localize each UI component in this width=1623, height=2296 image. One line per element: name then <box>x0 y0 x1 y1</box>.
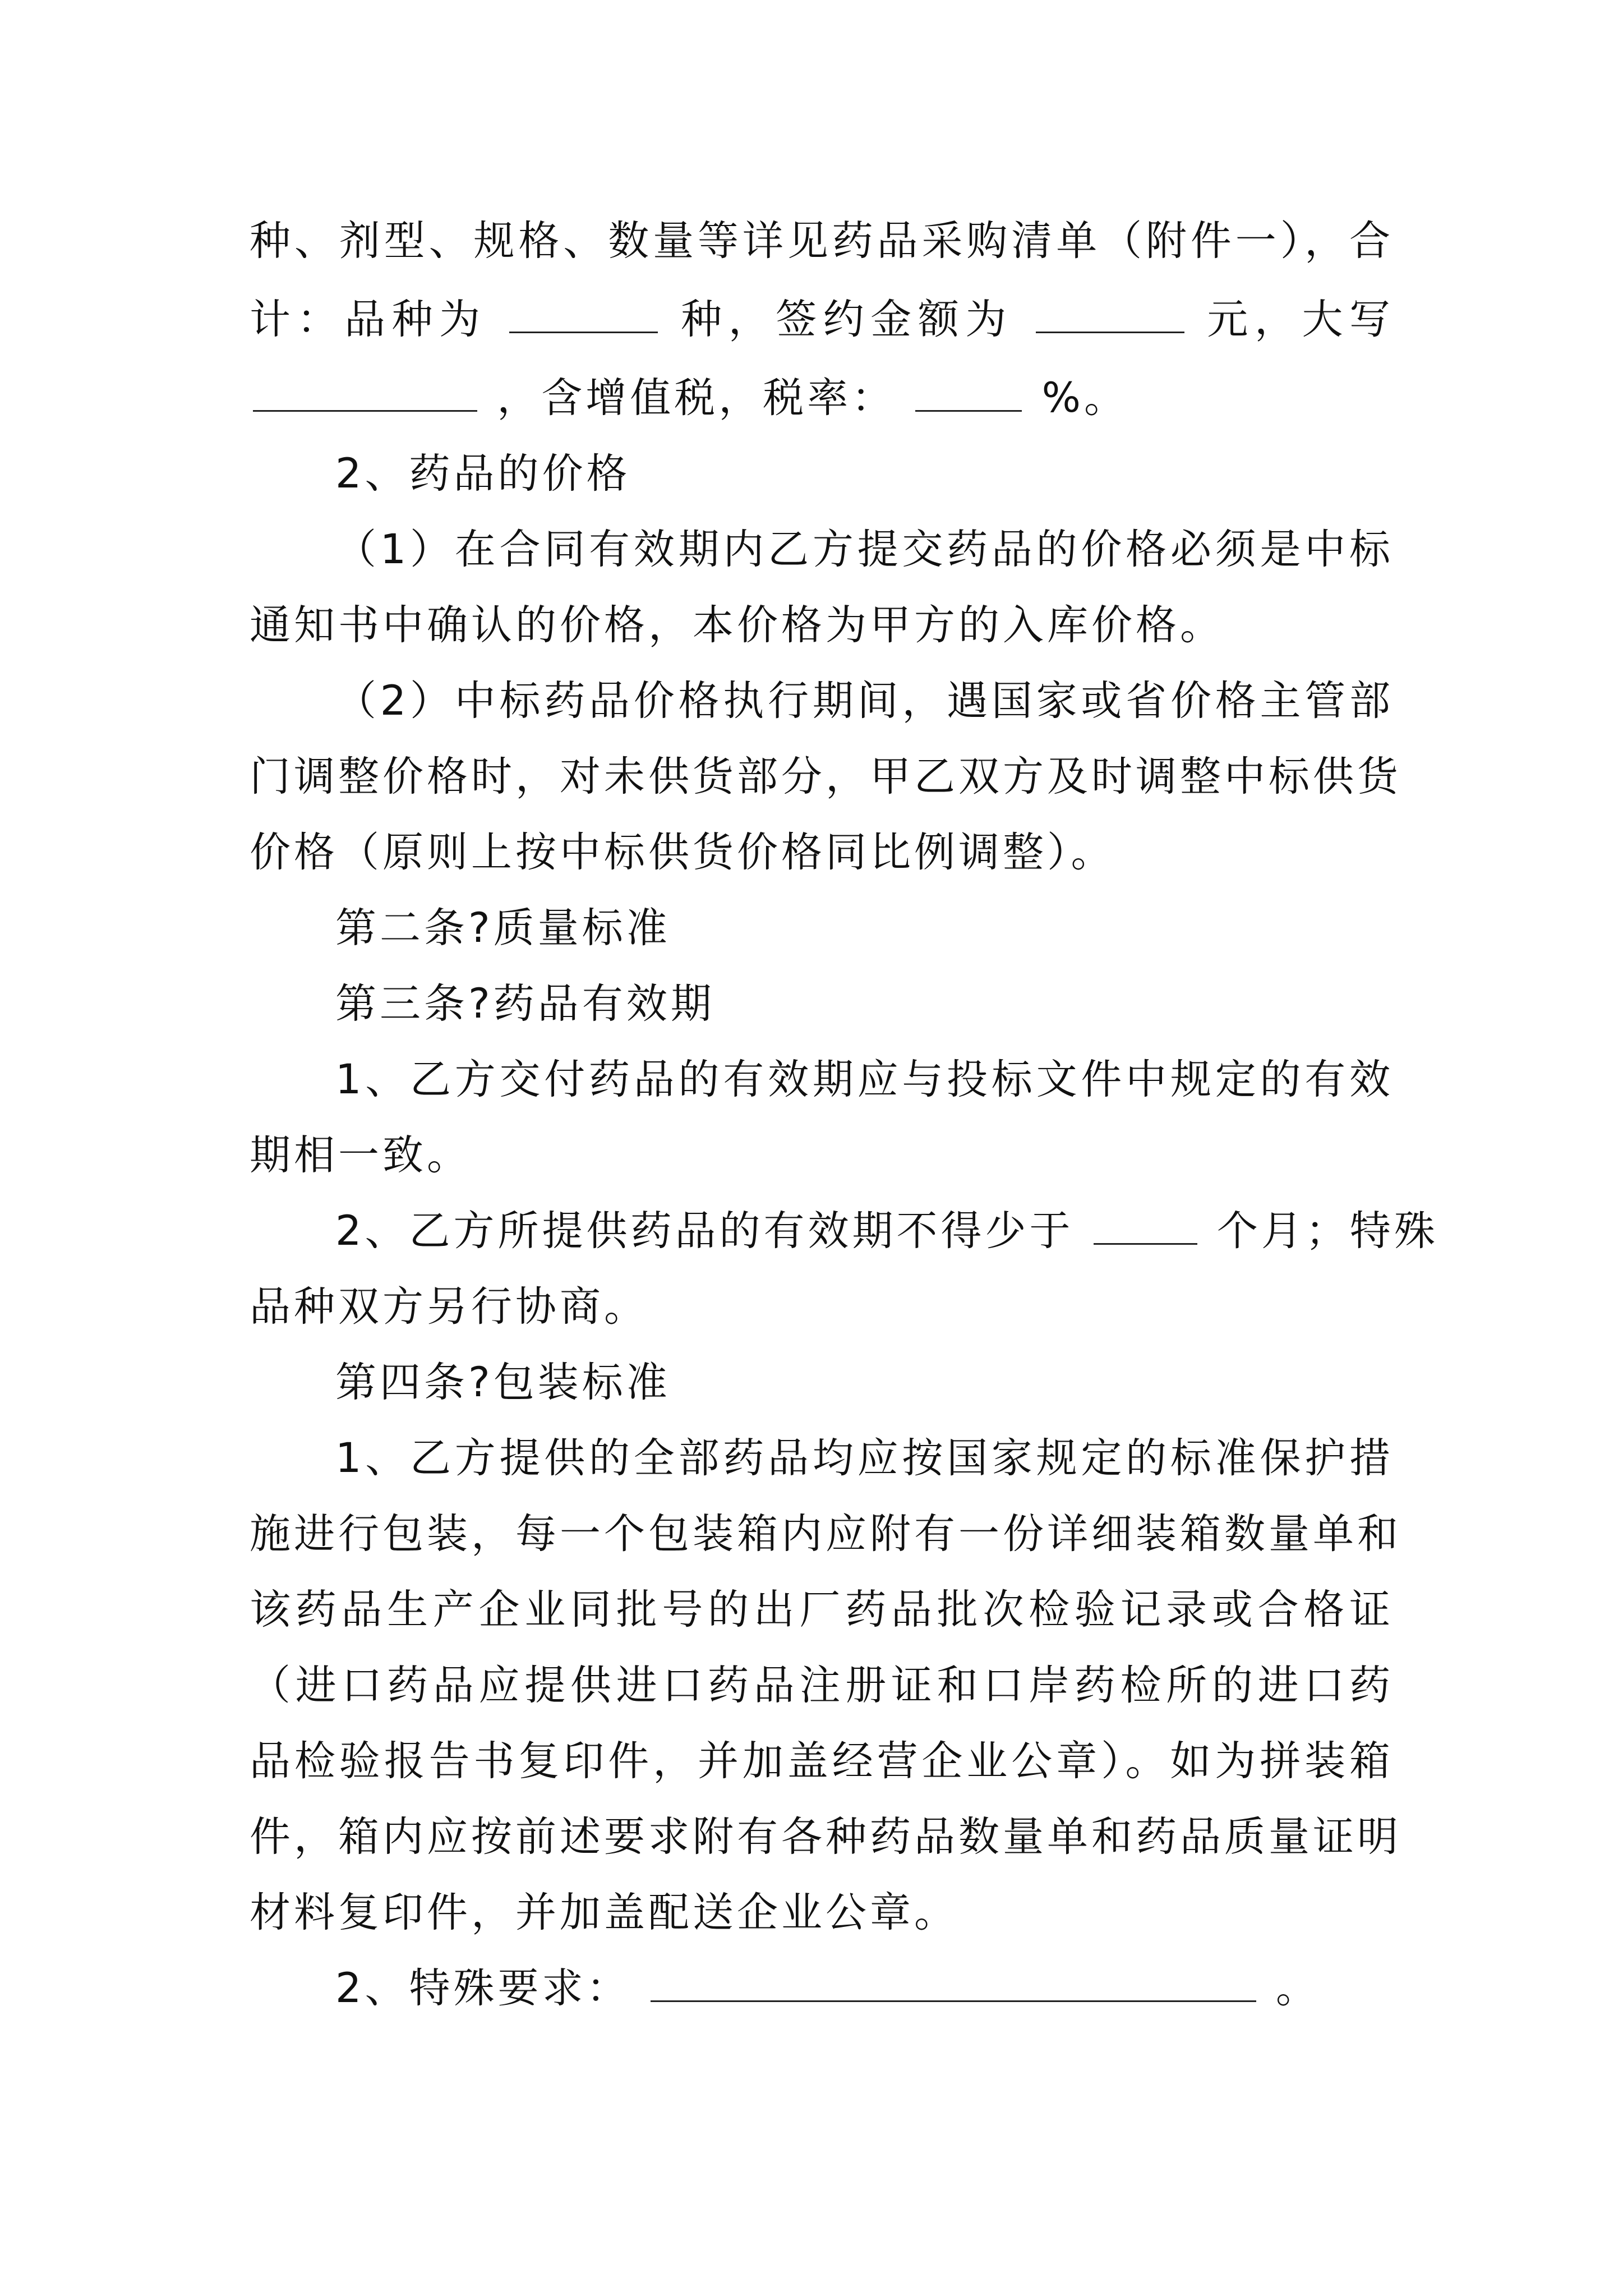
text-span: 第二条?质量标准 <box>335 904 671 952</box>
text-line <box>335 446 1394 502</box>
text-span: %。 <box>1041 374 1129 422</box>
text-span: （1）在合同有效期内乙方提交药品的价格必须是中标 <box>335 526 1394 573</box>
blank-line <box>651 1961 1256 2002</box>
text-line <box>250 1733 1394 1789</box>
text-span: 种，签约金额为 <box>681 296 1013 343</box>
text-line <box>250 370 1394 426</box>
blank-line <box>509 292 658 333</box>
text-line <box>250 1582 1394 1638</box>
blank-line <box>915 371 1022 412</box>
text-line <box>250 1809 1401 1865</box>
text-span: 第四条?包装标准 <box>335 1359 671 1406</box>
text-span: （2）中标药品价格执行期间，遇国家或省价格主管部 <box>335 677 1394 725</box>
text-line <box>250 1279 1394 1335</box>
text-span: 期相一致。 <box>250 1131 471 1179</box>
text-line <box>250 1658 1394 1714</box>
text-span: 件，箱内应按前述要求附有各种药品数量单和药品质量证明 <box>250 1813 1401 1861</box>
text-span: 。 <box>1275 1964 1320 2012</box>
text-span: 2、药品的价格 <box>335 450 631 498</box>
text-line <box>250 1128 1394 1184</box>
text-span: 价格（原则上按中标供货价格同比例调整）。 <box>250 829 1115 876</box>
text-line <box>250 292 1394 348</box>
text-span: 计：品种为 <box>250 296 487 343</box>
text-line <box>250 1506 1401 1562</box>
blank-line <box>1094 1204 1197 1245</box>
text-span: 2、乙方所提供药品的有效期不得少于 <box>335 1207 1074 1255</box>
text-span: 种、剂型、规格、数量等详见药品采购清单（附件一），合 <box>250 217 1394 265</box>
text-line <box>250 213 1394 269</box>
text-line <box>335 900 1394 956</box>
text-line <box>335 1355 1394 1411</box>
text-line <box>335 1961 1394 2017</box>
text-span: 2、特殊要求： <box>335 1964 631 2012</box>
text-span: 材料复印件，并加盖配送企业公章。 <box>250 1889 958 1936</box>
text-line <box>335 522 1394 578</box>
text-line <box>335 1203 1438 1259</box>
text-line <box>250 749 1401 805</box>
text-span: 门调整价格时，对未供货部分，甲乙双方及时调整中标供货 <box>250 753 1401 800</box>
blank-line <box>1036 292 1184 333</box>
blank-line <box>253 371 477 412</box>
text-span: 施进行包装，每一个包装箱内应附有一份详细装箱数量单和 <box>250 1510 1401 1558</box>
text-line <box>250 825 1394 881</box>
text-span: 个月；特殊 <box>1216 1207 1438 1255</box>
text-line <box>335 976 1394 1032</box>
text-span: 1、乙方提供的全部药品均应按国家规定的标准保护措 <box>335 1434 1394 1482</box>
text-span: ，含增值税，税率： <box>497 374 896 422</box>
text-span: （进口药品应提供进口药品注册证和口岸药检所的进口药 <box>250 1662 1394 1709</box>
text-line <box>335 1430 1394 1487</box>
text-line <box>335 673 1394 729</box>
text-span: 通知书中确认的价格，本价格为甲方的入库价格。 <box>250 601 1224 649</box>
text-span: 第三条?药品有效期 <box>335 980 715 1028</box>
text-span: 元，大写 <box>1207 296 1394 343</box>
text-span: 品检验报告书复印件，并加盖经营企业公章）。如为拼装箱 <box>250 1737 1394 1785</box>
text-line <box>335 1052 1394 1108</box>
text-line <box>250 1885 1394 1941</box>
text-span: 品种双方另行协商。 <box>250 1283 648 1331</box>
text-span: 1、乙方交付药品的有效期应与投标文件中规定的有效 <box>335 1056 1394 1103</box>
text-line <box>250 597 1394 654</box>
text-span: 该药品生产企业同批号的出厂药品批次检验记录或合格证 <box>250 1586 1394 1634</box>
